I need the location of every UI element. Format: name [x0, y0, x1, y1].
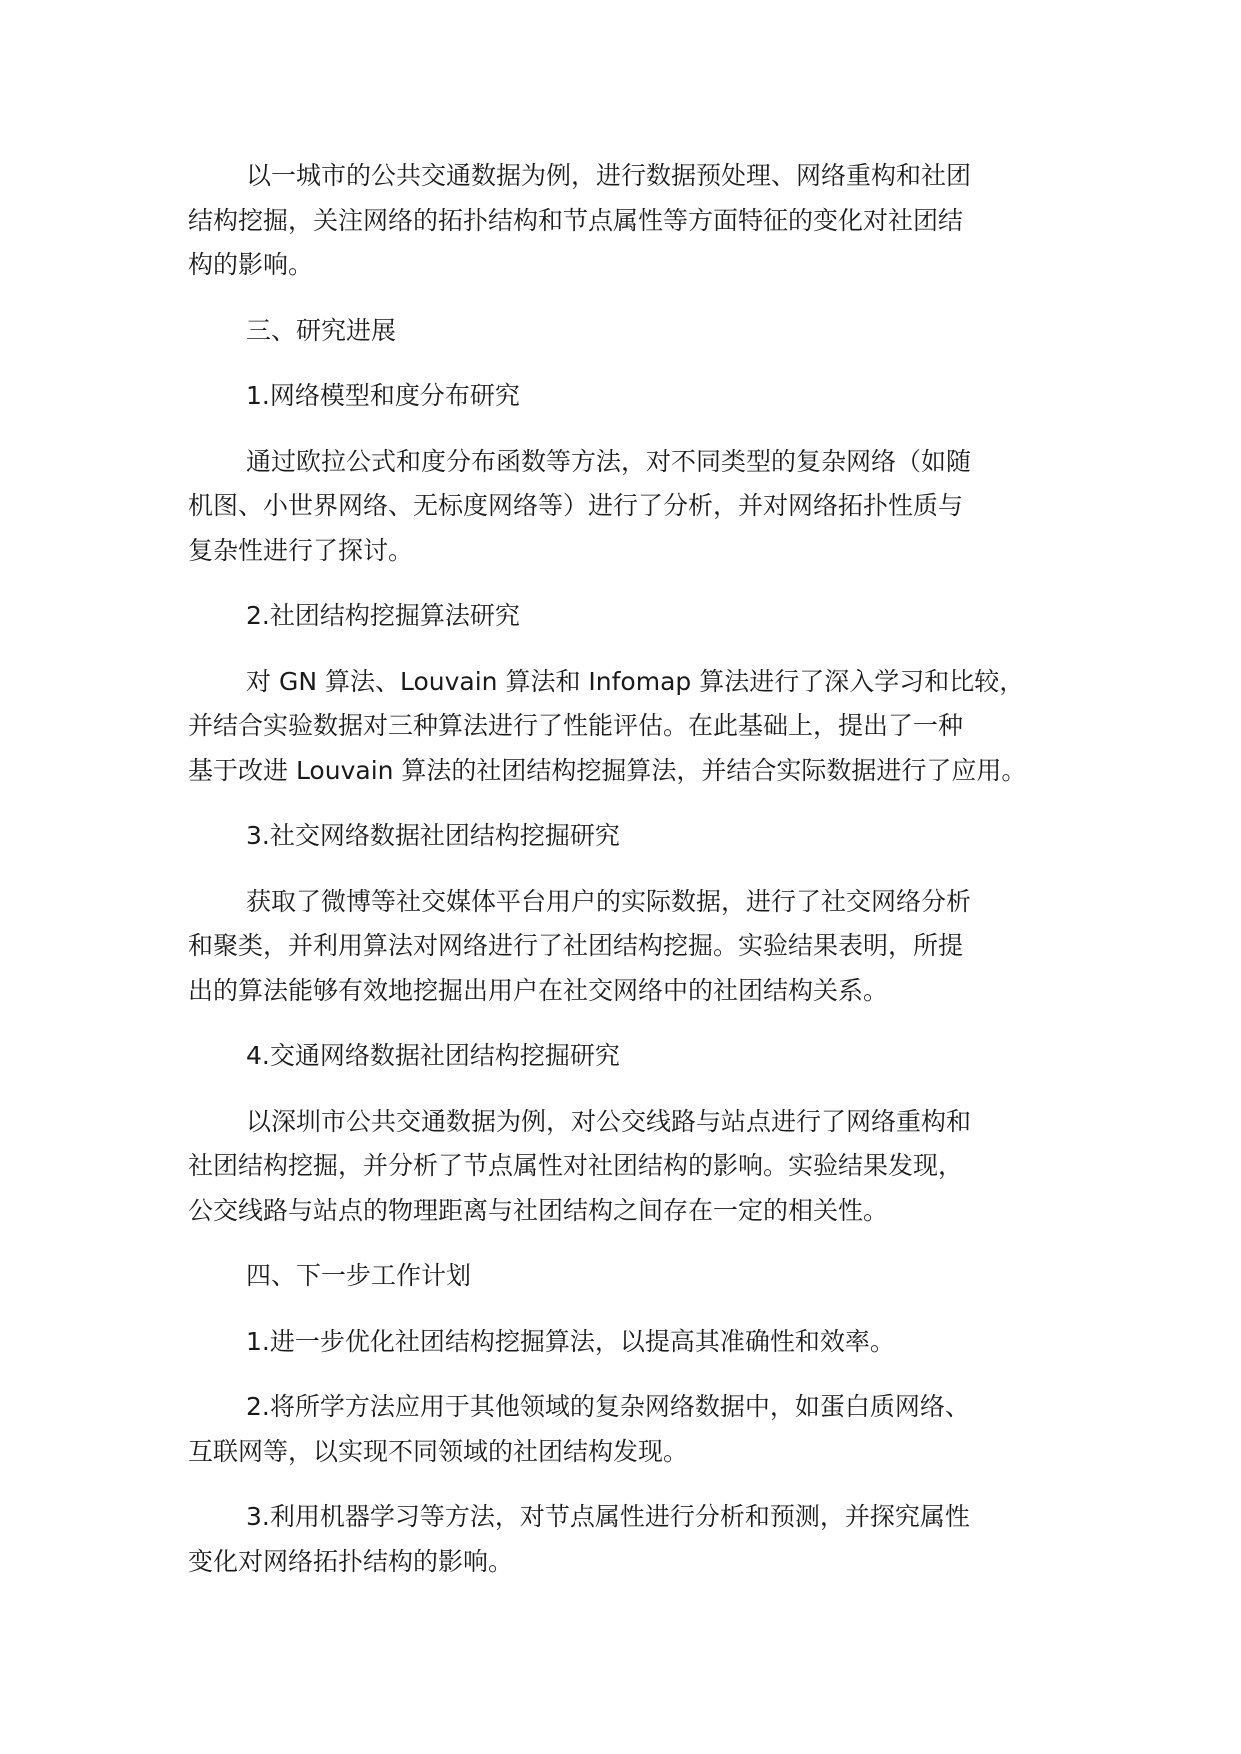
paragraph-traffic-network: [188, 1100, 1088, 1234]
text-line: 变化对网络拓扑结构的影响。: [188, 1546, 514, 1576]
text-line: 基于改进 Louvain 算法的社团结构挖掘算法，并结合实际数据进行了应用。: [188, 755, 1027, 785]
text-line: 互联网等，以实现不同领域的社团结构发现。: [188, 1436, 689, 1466]
paragraph-network-model: [188, 440, 1088, 574]
text-line: 机图、小世界网络、无标度网络等）进行了分析，并对网络拓扑性质与: [188, 491, 964, 520]
text-line: 获取了微博等社交媒体平台用户的实际数据，进行了社交网络分析: [246, 886, 972, 916]
paragraph-social-network: [188, 880, 1088, 1014]
text-line: 3.利用机器学习等方法，对节点属性进行分析和预测，并探究属性: [246, 1502, 970, 1531]
text-line: 社团结构挖掘，并分析了节点属性对社团结构的影响。实验结果发现，: [188, 1151, 964, 1180]
text-line: 复杂性进行了探讨。: [188, 535, 414, 565]
text-line: 以一城市的公共交通数据为例，进行数据预处理、网络重构和社团: [246, 161, 972, 190]
section-heading-progress: 三、研究进展: [246, 315, 397, 345]
subheading-community-algorithm: 2.社团结构挖掘算法研究: [246, 601, 520, 630]
text-line: 构的影响。: [188, 250, 314, 279]
subheading-social-network: 3.社交网络数据社团结构挖掘研究: [246, 821, 620, 850]
text-line: 1.进一步优化社团结构挖掘算法，以提高其准确性和效率。: [246, 1326, 895, 1356]
paragraph-plan-2: [188, 1385, 1088, 1474]
subheading-traffic-network: 4.交通网络数据社团结构挖掘研究: [246, 1041, 620, 1070]
text-line: 2.将所学方法应用于其他领域的复杂网络数据中，如蛋白质网络、: [246, 1392, 970, 1421]
text-line: 和聚类，并利用算法对网络进行了社团结构挖掘。实验结果表明，所提: [188, 931, 964, 960]
text-line: 通过欧拉公式和度分布函数等方法，对不同类型的复杂网络（如随: [246, 446, 972, 476]
paragraph-community-algorithm: [188, 660, 1088, 794]
document-body: [188, 154, 1088, 1605]
text-line: 对 GN 算法、Louvain 算法和 Infomap 算法进行了深入学习和比较，: [246, 666, 1025, 696]
text-line: 公交线路与站点的物理距离与社团结构之间存在一定的相关性。: [188, 1195, 889, 1225]
section-heading-next-plan: 四、下一步工作计划: [246, 1261, 472, 1290]
paragraph-plan-1: [188, 1320, 1088, 1365]
paragraph-1: [188, 154, 1088, 288]
paragraph-plan-3: [188, 1495, 1088, 1584]
text-line: 出的算法能够有效地挖掘出用户在社交网络中的社团结构关系。: [188, 975, 889, 1005]
text-line: 以深圳市公共交通数据为例，对公交线路与站点进行了网络重构和: [246, 1106, 972, 1136]
subheading-network-model: 1.网络模型和度分布研究: [246, 381, 520, 410]
text-line: 并结合实验数据对三种算法进行了性能评估。在此基础上，提出了一种: [188, 711, 964, 740]
text-line: 结构挖掘，关注网络的拓扑结构和节点属性等方面特征的变化对社团结: [188, 205, 964, 235]
